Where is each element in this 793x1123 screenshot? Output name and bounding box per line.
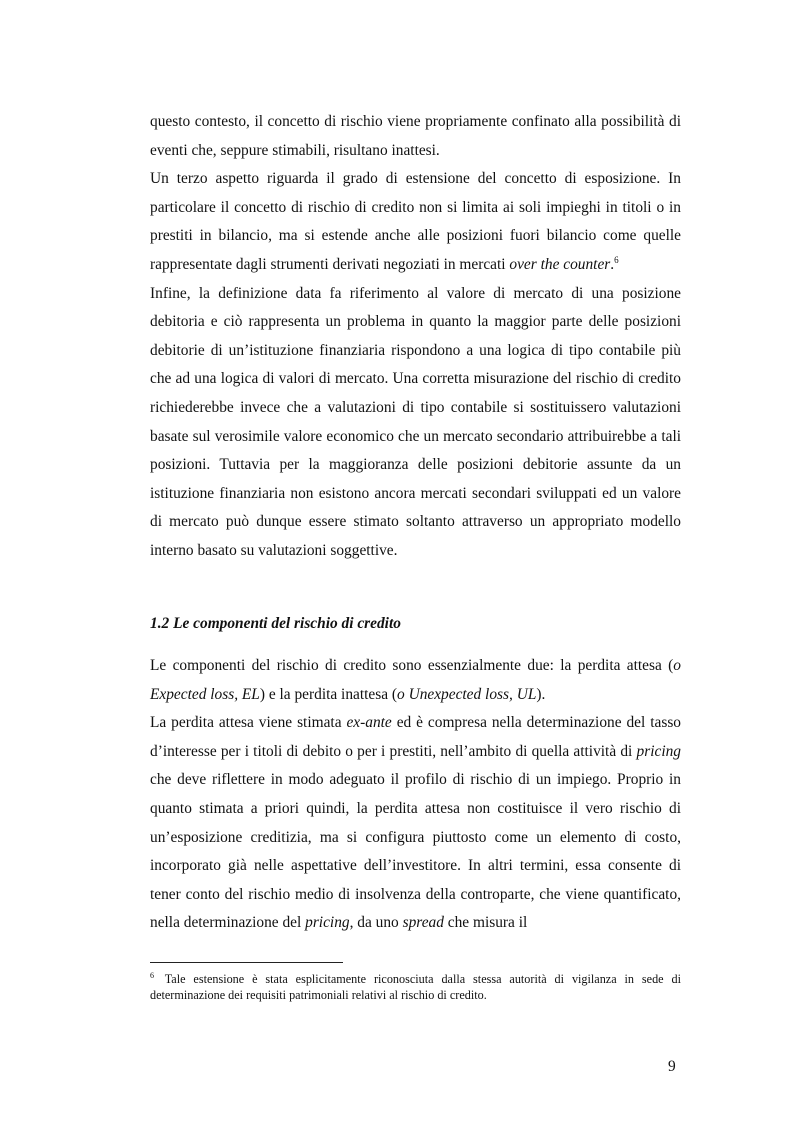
paragraph-text: Un terzo aspetto riguarda il grado di estensione del concetto di esposizione. In particolare il concetto di rischio di credito non si limita ai soli impieghi in titoli o in prestiti in bilancio, ma si estende anche alle posizioni fuori bilancio come quelle rappresentate dagli strumenti derivati negoziati in mercati bbox=[150, 170, 681, 273]
paragraph-text: che deve riflettere in modo adeguato il profilo di rischio di un impiego. Proprio in quanto stimata a priori quindi, la perdita attesa non costituisce il vero rischio di un’esposizione creditizia, ma si configura piuttosto come un elemento di costo, incorporato già nelle aspettative dell’investitore. In altri termini, essa consente di tener conto del rischio medio di insolvenza della controparte, che viene quantificato, nella determinazione del bbox=[150, 771, 681, 932]
emphasis-text: over the counter bbox=[509, 255, 611, 273]
emphasis-text: o Unexpected loss, UL bbox=[397, 685, 537, 703]
paragraph-text: Le componenti del rischio di credito sono essenzialmente due: la perdita attesa ( bbox=[150, 657, 674, 675]
footnote-reference[interactable]: 6 bbox=[614, 254, 619, 265]
emphasis-text: pricing bbox=[305, 914, 350, 932]
footnote-text: Tale estensione è stata esplicitamente riconosciuta dalla stessa autorità di vigilanza in sede di determinazione dei requisiti patrimoniali relativi al rischio di credito. bbox=[150, 972, 681, 1002]
footnote-divider bbox=[150, 962, 343, 963]
section-heading: 1.2 Le componenti del rischio di credito bbox=[150, 614, 401, 632]
paragraph-text: La perdita attesa viene stimata bbox=[150, 714, 347, 732]
paragraph-components bbox=[150, 652, 681, 709]
paragraph-text: , da uno bbox=[349, 914, 403, 932]
paragraph-expected-loss bbox=[150, 709, 681, 938]
paragraph-text: . bbox=[610, 255, 615, 273]
paragraph-market-value bbox=[150, 280, 681, 566]
emphasis-text: pricing bbox=[636, 742, 681, 760]
page-body bbox=[150, 108, 681, 938]
page-number: 9 bbox=[668, 1058, 676, 1075]
paragraph-exposure bbox=[150, 165, 681, 279]
footnote-marker: 6 bbox=[150, 970, 154, 980]
paragraph-text: questo contesto, il concetto di rischio viene propriamente confinato alla possibilità di eventi che, seppure stimabili, risultano inattesi. bbox=[150, 113, 681, 159]
emphasis-text: spread bbox=[402, 914, 444, 932]
paragraph-text: ed è compresa nella determinazione del tasso d’interesse per i titoli di debito o per i prestiti, nell’ambito di quella attività di bbox=[150, 714, 682, 760]
paragraph-text: che misura il bbox=[443, 914, 528, 932]
paragraph-context bbox=[150, 108, 681, 165]
paragraph-text: ). bbox=[536, 685, 546, 703]
footnote bbox=[150, 971, 681, 1003]
emphasis-text: ex-ante bbox=[346, 714, 392, 732]
emphasis-text: o Expected loss, EL bbox=[150, 657, 681, 703]
paragraph-text: ) e la perdita inattesa ( bbox=[259, 685, 398, 703]
paragraph-text: Infine, la definizione data fa riferimento al valore di mercato di una posizione debitoria e ciò rappresenta un problema in quanto la maggior parte delle posizioni debitorie di un’istituzione finanziaria rispondono a una logica di tipo contabile più che ad una logica di valori di mercato. Una corretta misurazione del rischio di credito richiederebbe invece che a valutazioni di tipo contabile si sostituissero valutazioni basate sul verosimile valore economico che un mercato secondario attribuirebbe a tali posizioni. Tuttavia per la maggioranza delle posizioni debitorie assunte da un istituzione finanziaria non esistono ancora mercati secondari sviluppati ed un valore di mercato può dunque essere stimato soltanto attraverso un appropriato modello interno basato su valutazioni soggettive. bbox=[150, 284, 681, 559]
